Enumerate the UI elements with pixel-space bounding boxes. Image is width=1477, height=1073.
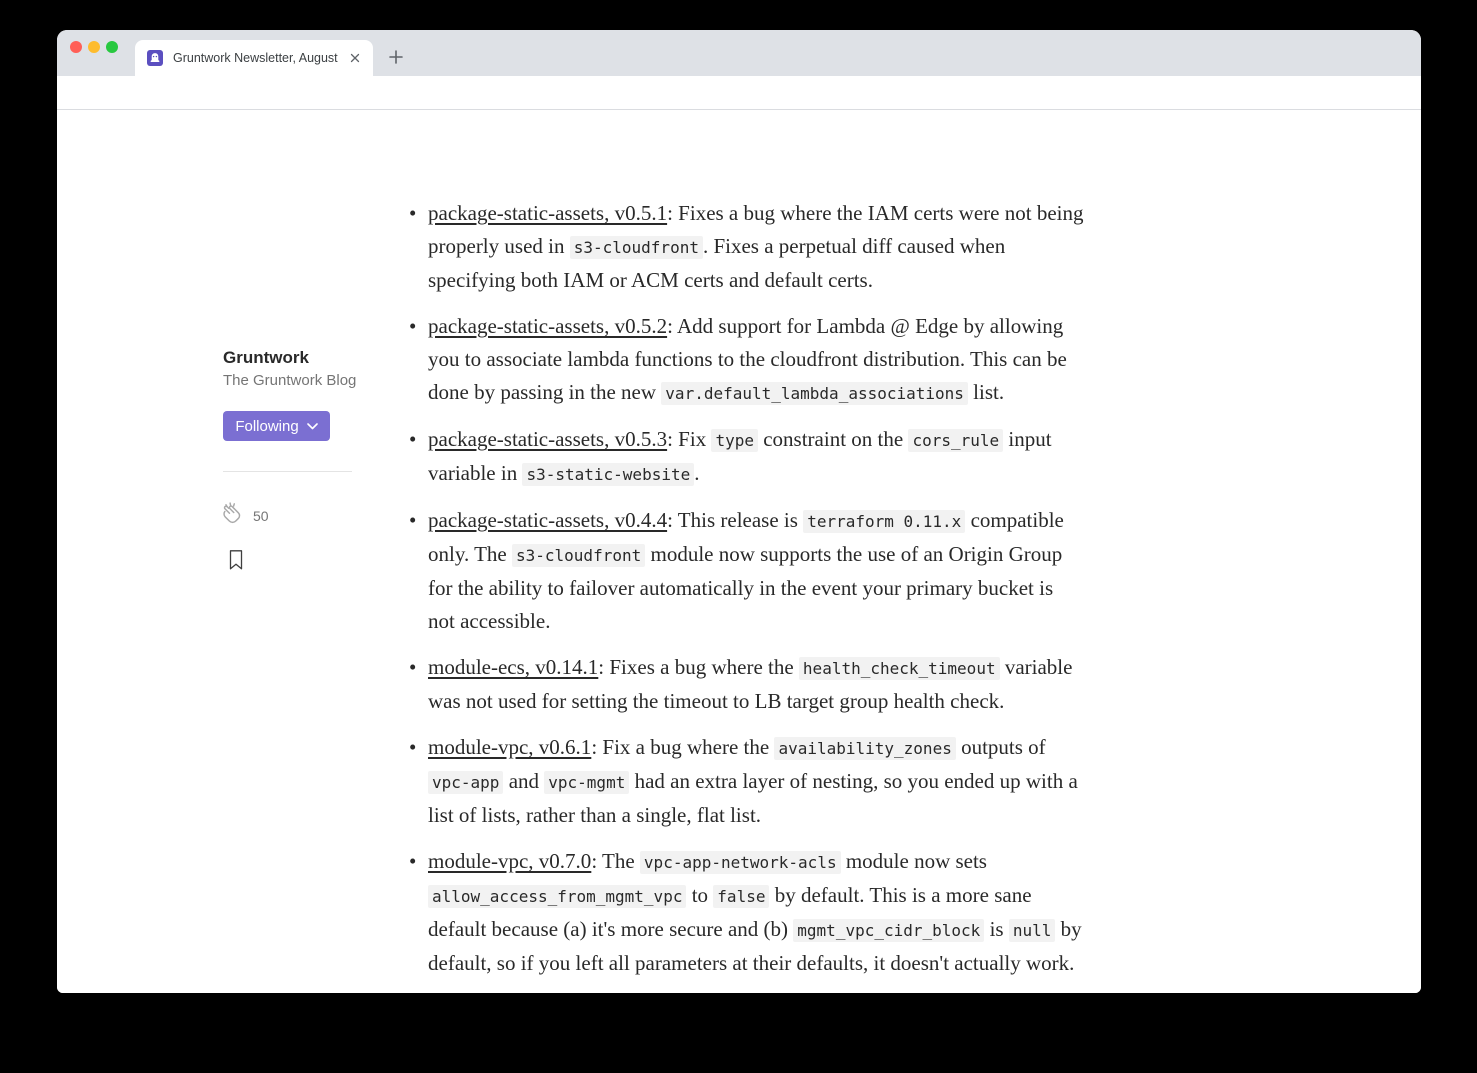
- text-run: : Fix: [667, 427, 712, 451]
- release-note-item: [428, 197, 1085, 297]
- release-note-item: [428, 504, 1085, 638]
- release-link[interactable]: module-vpc, v0.6.1: [428, 735, 592, 759]
- chevron-down-icon: [307, 423, 318, 430]
- release-link[interactable]: package-static-assets, v0.5.2: [428, 314, 668, 338]
- release-link[interactable]: package-static-assets, v0.5.3: [428, 427, 668, 451]
- inline-code: s3-cloudfront: [570, 236, 703, 259]
- browser-window: [57, 30, 1421, 993]
- release-link[interactable]: module-ecs, v0.14.1: [428, 655, 599, 679]
- publication-tagline: The Gruntwork Blog: [223, 372, 357, 389]
- release-note-item: [428, 423, 1085, 491]
- text-run: : Add support for Lambda @ Edge by allowing you to associate lambda functions to the cloudfront distribution. This can be done by passing in the new: [428, 314, 1067, 404]
- text-run: input variable in: [428, 427, 1052, 485]
- release-note-item: [428, 845, 1085, 980]
- text-run: by default, so if you left all parameters at their defaults, it doesn't actually work.: [428, 917, 1082, 975]
- inline-code: null: [1009, 919, 1056, 942]
- text-run: : Fixes a bug where the IAM certs were not being properly used in: [428, 201, 1084, 258]
- inline-code: var.default_lambda_associations: [661, 382, 968, 405]
- inline-code: availability_zones: [774, 737, 955, 760]
- text-run: list.: [967, 380, 1005, 404]
- text-run: is: [984, 917, 1009, 941]
- inline-code: s3-cloudfront: [512, 544, 645, 567]
- following-button[interactable]: [223, 411, 330, 441]
- release-note-item: [428, 731, 1085, 832]
- text-run: variable was not used for setting the timeout to LB target group health check.: [428, 655, 1073, 713]
- release-link[interactable]: package-static-assets, v0.5.1: [428, 201, 668, 225]
- text-run: module now supports the use of an Origin Group for the ability to failover automatically in the event your primary bucket is not accessible.: [428, 542, 1063, 633]
- browser-tab[interactable]: [135, 40, 373, 76]
- close-window-button[interactable]: [70, 41, 82, 53]
- text-run: .: [694, 461, 700, 485]
- text-run: constraint on the: [757, 427, 909, 451]
- inline-code: s3-static-website: [522, 463, 694, 486]
- sidebar-divider: [223, 471, 352, 472]
- text-run: . Fixes a perpetual diff caused when specifying both IAM or ACM certs and default certs.: [428, 234, 1006, 292]
- release-link[interactable]: module-vpc, v0.7.0: [428, 849, 592, 873]
- tab-strip: [57, 30, 1421, 76]
- text-run: compatible only. The: [428, 508, 1064, 566]
- tab-title: Gruntwork Newsletter, August: [173, 51, 338, 65]
- text-run: : Fixes a bug where the: [598, 655, 799, 679]
- publication-name[interactable]: Gruntwork: [223, 348, 309, 367]
- text-run: : The: [591, 849, 640, 873]
- page-content: [57, 110, 1421, 993]
- release-list: [428, 197, 1085, 993]
- inline-code: vpc-app: [428, 771, 503, 794]
- zoom-window-button[interactable]: [106, 41, 118, 53]
- text-run: by default. This is a more sane default because (a) it's more secure and (b): [428, 883, 1032, 941]
- claps-count: 50: [253, 508, 269, 524]
- following-button-label: Following: [235, 417, 299, 435]
- inline-code: cors_rule: [908, 429, 1003, 452]
- text-run: : This release is: [667, 508, 804, 532]
- clap-button[interactable]: [219, 500, 246, 527]
- inline-code: terraform 0.11.x: [803, 510, 965, 533]
- text-run: module now sets: [840, 849, 987, 873]
- gruntwork-favicon-icon: [147, 50, 163, 66]
- inline-code: vpc-app-network-acls: [640, 851, 841, 874]
- bookmark-icon: [226, 548, 246, 572]
- bookmark-button[interactable]: [226, 548, 246, 572]
- inline-code: mgmt_vpc_cidr_block: [793, 919, 984, 942]
- inline-code: false: [713, 885, 769, 908]
- text-run: outputs of: [955, 735, 1046, 759]
- inline-code: vpc-mgmt: [544, 771, 629, 794]
- text-run: had an extra layer of nesting, so you ended up with a list of lists, rather than a single, flat list.: [428, 769, 1078, 827]
- text-run: : Fix a bug where the: [591, 735, 775, 759]
- inline-code: health_check_timeout: [799, 657, 1000, 680]
- inline-code: type: [711, 429, 758, 452]
- release-note-item: [428, 651, 1085, 718]
- release-note-item: [428, 310, 1085, 410]
- minimize-window-button[interactable]: [88, 41, 100, 53]
- new-tab-button[interactable]: [384, 45, 408, 69]
- text-run: and: [503, 769, 545, 793]
- tab-close-icon[interactable]: [347, 50, 363, 66]
- text-run: to: [686, 883, 714, 907]
- inline-code: allow_access_from_mgmt_vpc: [428, 885, 686, 908]
- browser-toolbar: [57, 76, 1421, 110]
- clap-icon: [219, 500, 246, 527]
- release-link[interactable]: package-static-assets, v0.4.4: [428, 508, 668, 532]
